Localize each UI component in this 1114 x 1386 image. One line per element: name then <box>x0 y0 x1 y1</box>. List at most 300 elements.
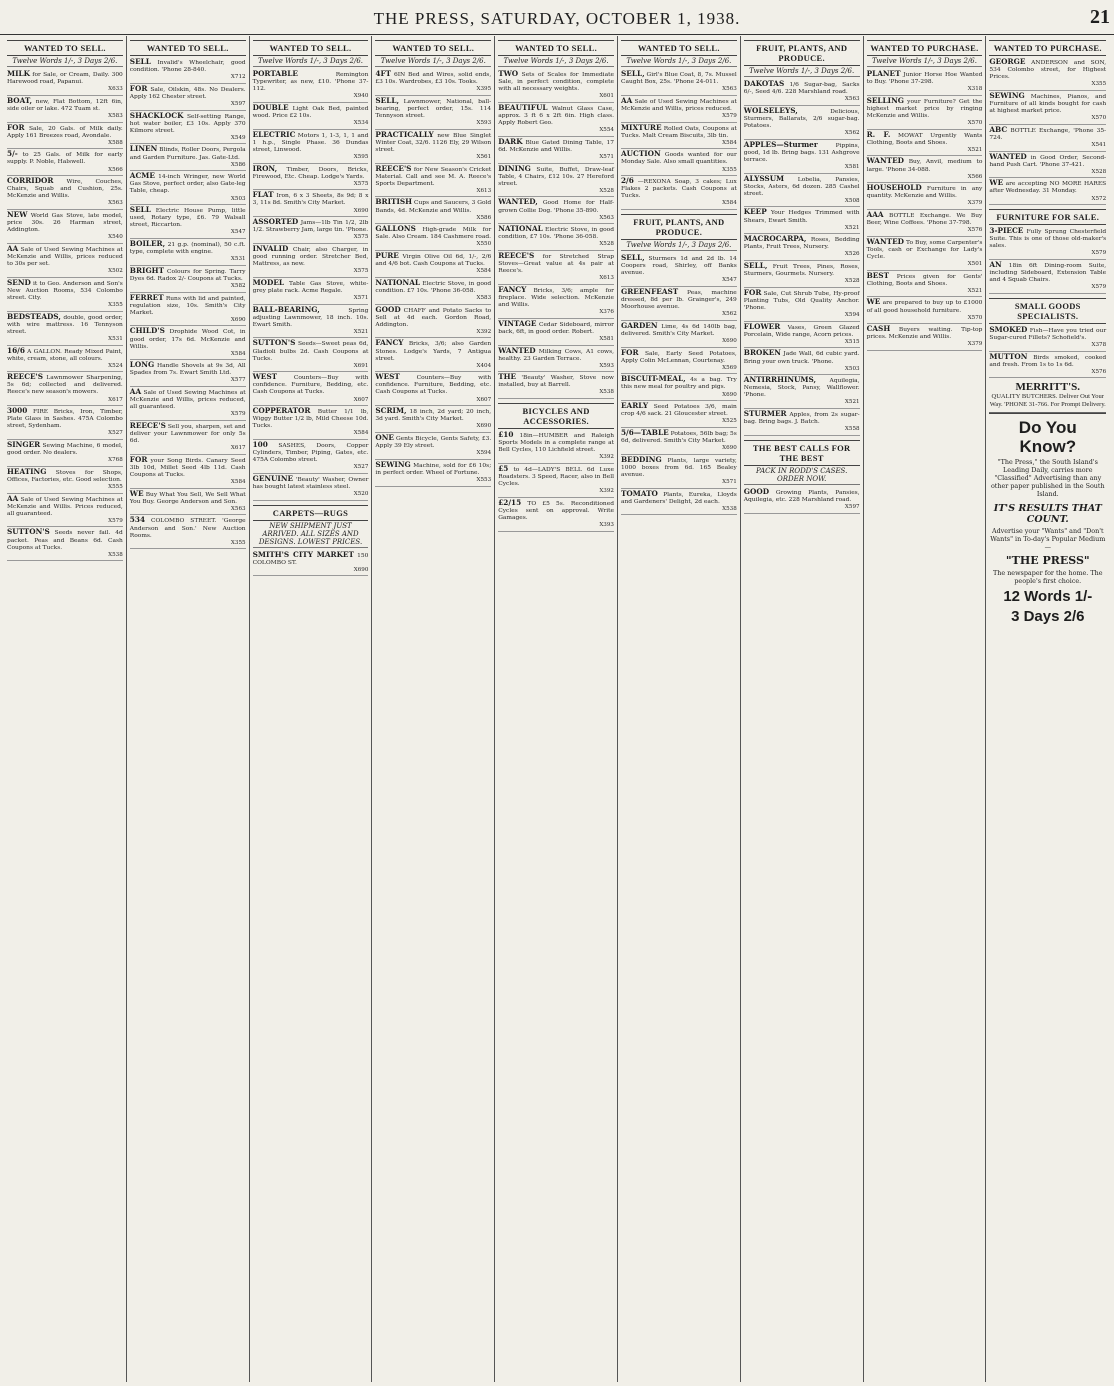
classified-ad <box>989 352 1106 379</box>
ad-lead-word: FOR <box>620 347 639 357</box>
ad-text: —REXONA Soap, 3 cakes; Lux Flakes 2 packets. Cash Coupons at Tucks. <box>620 179 737 200</box>
classified-ad <box>253 164 369 191</box>
ad-lead-word: NEW <box>7 210 28 219</box>
column-2 <box>127 36 250 1382</box>
section-heading: FRUIT, PLANTS, AND PRODUCE. <box>621 214 737 240</box>
classified-ad <box>744 322 860 349</box>
classified-ad <box>744 207 860 234</box>
ad-text: Sale, Oilskin, 48s. No Dealers. Apply 162 Chester street. <box>129 86 246 100</box>
ad-lead-word: FLOWER <box>743 321 781 331</box>
classified-ad <box>253 338 369 372</box>
classified-ad <box>744 174 860 208</box>
ad-lead-word: £5 <box>498 463 509 473</box>
ad-text: Prices given for Gents' Clothing, Boots and Shoes. <box>866 273 983 287</box>
ad-text: 6IN Bed and Wires, solid ends, £3 10s. Wardrobes, £3 10s. Tooks. <box>375 72 492 86</box>
ad-reference: X617 <box>108 396 123 403</box>
ad-lead-word: CASH <box>866 324 891 334</box>
rate-line: Twelve Words 1/-, 3 Days 2/6. <box>621 241 737 251</box>
ad-text: Sets of Scales for Immediate Sale, in perfect condition, complete with all necessary weights. <box>498 72 614 93</box>
ad-reference: X579 <box>722 112 737 119</box>
ad-text: TO £5 5s. Reconditioned Cycles sent on approval. Write Gamages. <box>498 500 614 521</box>
ad-reference: X503 <box>844 365 860 372</box>
ad-reference: X541 <box>1091 141 1107 148</box>
ad-reference: X577 <box>230 377 246 384</box>
ad-lead-word: EARLY <box>620 401 649 411</box>
ad-lead-word: WE <box>989 178 1004 188</box>
ad-text: it to Geo. Anderson and Son's New Auction Rooms, 534 Colombo street. City. <box>7 280 123 301</box>
ad-text: Jade Wall, 6d cubic yard. Bring your own truck. 'Phone. <box>743 351 860 365</box>
ad-text: Bricks, 3/6; also Garden Stones. Lodge's Yards, 7 Antigua street. <box>375 341 492 362</box>
ad-text: Blinds, Roller Doors, Pergola and Garden Furniture. Jas. Gate-Ltd. <box>129 147 246 161</box>
ad-text: Cups and Saucers, 3 Gold Bands, 4d. McKenzie and Willis. <box>375 200 492 214</box>
classified-ad <box>7 123 123 150</box>
ad-lead-word: GALLONS <box>375 224 416 234</box>
ad-text: 18in 6ft Dining-room Suite, including Sideboard, Extension Table and 4 Squab Chairs. <box>989 262 1107 284</box>
ad-text: Handle Shovels at 9s 3d, All Spades from 7s. Ewart Smith Ltd. <box>129 363 246 377</box>
ad-reference: X594 <box>844 312 860 319</box>
classified-ad <box>130 326 246 360</box>
ad-reference: X582 <box>230 282 246 289</box>
merchant-name: MERRITT'S. <box>1015 381 1081 394</box>
promo-body: "The Press," the South Island's Leading Daily, carries more "Classified" Advertising than any other paper published in the South Island. <box>990 458 1105 499</box>
ad-lead-word: BISCUIT-MEAL, <box>620 374 686 384</box>
ad-reference: X579 <box>108 517 123 524</box>
classified-ad <box>621 149 737 176</box>
ad-reference: X584 <box>230 350 246 357</box>
promo-rate-days: 3 Days 2/6 <box>1011 608 1085 626</box>
ad-reference: X379 <box>967 200 983 207</box>
ad-text: World Gas Stove, late model, price 30s. 26 Harman street, Addington. <box>7 213 123 234</box>
ad-reference: X575 <box>353 180 369 187</box>
classified-ad <box>253 103 369 130</box>
classified-ad <box>253 406 369 440</box>
classified-ad <box>7 69 123 96</box>
ad-reference: X613 <box>599 275 614 282</box>
classified-ad <box>621 489 737 516</box>
classified-ad <box>989 57 1106 91</box>
ad-lead-word: BOAT, <box>7 95 33 105</box>
classified-ad <box>498 137 614 164</box>
ad-lead-word: HEATING <box>7 466 47 476</box>
ad-lead-word: ANTIRRHINUMS, <box>743 375 817 385</box>
ad-lead-word: WOLSELEYS, <box>743 105 798 115</box>
classified-ad <box>744 409 860 436</box>
ad-reference: X690 <box>722 391 737 398</box>
ad-lead-word: MODEL <box>252 277 285 287</box>
ad-reference: X563 <box>108 200 123 207</box>
ad-lead-word: DOUBLE <box>252 102 289 112</box>
ad-lead-word: BOILER, <box>129 238 166 248</box>
ad-lead-word: THE <box>498 372 517 382</box>
ad-text: Fully Sprung Chesterfield Suite. This is one of those old-maker's sales. <box>989 229 1107 250</box>
ad-lead-word: £2/15 <box>498 497 522 507</box>
ad-text: Stoves for Shops, Offices, Factories, etc. Good selection. <box>7 469 123 483</box>
ad-lead-word: AA <box>129 387 142 397</box>
ad-lead-word: BEAUTIFUL <box>498 102 548 112</box>
ad-text: 'Beauty' Washer, Owner has bought latest stainless steel. <box>252 476 369 490</box>
classified-ad <box>375 197 491 224</box>
ad-lead-word: TOMATO <box>620 488 658 498</box>
ad-text: Suite, Buffet, Draw-leaf Table, 4 Chairs, £12 10s. 27 Hereford street. <box>498 166 614 187</box>
ad-text: Butter 1/1 lb, Wiggy Butter 1/2 lb, Mild Cheese 10d. Tucks. <box>252 409 369 430</box>
ad-lead-word: FOR <box>743 287 762 297</box>
ad-reference: X584 <box>722 139 737 146</box>
classified-ad <box>130 171 246 205</box>
ad-reference: X690 <box>476 423 492 430</box>
ad-text: Furniture in any quantity. McKenzie and Willis. <box>866 186 983 200</box>
classified-ad <box>498 285 614 319</box>
ad-text: 4s a bag. Try this new meal for poultry and pigs. <box>620 377 737 391</box>
ad-text: Birds smoked, cooked and fresh. From 1s to 1s 6d. <box>989 354 1107 368</box>
ad-text: your Song Birds. Canary Seed 3lb 10d, Millet Seed 4lb 11d. Cash Coupons at Tucks. <box>129 457 246 478</box>
classified-ad <box>989 226 1106 260</box>
column-7 <box>741 36 864 1382</box>
ad-lead-word: LONG <box>129 360 155 370</box>
ad-lead-word: BEST <box>866 270 890 280</box>
ad-reference: X393 <box>599 522 614 529</box>
classified-ad <box>744 487 860 514</box>
ad-text: COLOMBO STREET. 'George Anderson and Son.' New Auction Rooms. <box>129 518 246 539</box>
ad-text: Sale of Used Sewing Machines at McKenzie and Willis. Prices reduced, all guaranteed. <box>7 496 123 517</box>
ad-text: Blue Gated Dining Table, 17 6d. McKenzie and Willis. <box>498 139 614 153</box>
ad-text: Electric House Pump, little used, Rotary type, £6. 79 Walsall street, Riccarton. <box>129 208 246 229</box>
rate-line: Twelve Words 1/-, 3 Days 2/6. <box>498 57 614 67</box>
ad-reference: X524 <box>108 362 123 369</box>
ad-text: to 25 Gals. of Milk for early supply. P. Noble, Halswell. <box>7 152 123 166</box>
section-heading: WANTED TO SELL. <box>130 40 246 56</box>
column-3 <box>250 36 373 1382</box>
ad-text: Motors 1, 1-3, 1, 1 and 1 h.p., Single Phase. 36 Dundas street, Linwood. <box>252 132 369 153</box>
ad-reference: X392 <box>599 488 614 495</box>
ad-text: Counters—Buy with confidence. Furniture, Bedding, etc. Cash Coupons at Tucks. <box>375 375 492 396</box>
ad-text: Iron, 6 x 3 Sheets, 8s 9d; 8 x 3, 11s 8d. Smith's City Market. <box>252 193 369 207</box>
ad-text: Walnut Glass Case, approx. 3 ft 6 x 2ft 6in. High class. Apply Robert Geo. <box>498 105 614 127</box>
ad-text: Apples, from 2s sugar-bag. Bring bags. J. Batch. <box>743 412 860 426</box>
ad-reference: X768 <box>108 457 123 464</box>
ad-text: Fruit Trees, Pines, Roses, Sturmers, Gourmets. Nursery. <box>743 263 860 278</box>
ad-text: A GALLON. Ready Mixed Paint, white, cream, stone, all colours. <box>7 348 123 362</box>
ad-text: your Furniture? Get the highest market price by ringing McKenzie and Willis. <box>866 98 983 119</box>
ad-text: Colours for Spring. Tarry Dyes 6d. Radox 2/- Coupons at Tucks. <box>129 268 246 282</box>
ad-reference: X593 <box>476 120 492 127</box>
classified-ad <box>989 178 1106 205</box>
classified-ad <box>744 261 860 288</box>
ad-lead-word: COPPERATOR <box>252 406 311 416</box>
rate-line: NEW SHIPMENT JUST ARRIVED. ALL SIZES AND DESIGNS. LOWEST PRICES. <box>253 522 369 548</box>
ad-reference: X690 <box>722 445 737 452</box>
ad-text: Table Gas Stove, white-grey plate rack. Acme Regale. <box>252 280 369 294</box>
classified-ad <box>253 190 369 217</box>
column-1 <box>4 36 127 1382</box>
classified-ad <box>7 494 123 528</box>
ad-reference: X579 <box>230 411 246 418</box>
classified-ad <box>253 130 369 164</box>
classified-ad <box>130 111 246 145</box>
ad-lead-word: REECE'S <box>7 372 44 382</box>
ad-lead-word: LINEN <box>129 144 158 154</box>
classified-ad <box>130 360 246 387</box>
ad-lead-word: GARDEN <box>620 320 658 330</box>
ad-text: Sale of Used Sewing Machines at McKenzie and Willis, prices reduced, all guaranteed. <box>129 390 246 411</box>
ad-reference: X528 <box>599 187 614 194</box>
ad-reference: X583 <box>476 294 492 301</box>
ad-lead-word: WANTED <box>498 345 536 355</box>
ad-reference: X392 <box>476 328 492 335</box>
ad-lead-word: SEWING <box>989 90 1025 100</box>
column-5 <box>495 36 618 1382</box>
ad-reference: X595 <box>353 153 369 160</box>
ad-reference: X576 <box>967 227 983 234</box>
ad-text: 14-inch Wringer, new World Gas Stove, perfect order, also Gate-leg Table, cheap. <box>129 174 246 195</box>
ad-reference: X575 <box>353 268 369 275</box>
classified-ad <box>7 312 123 346</box>
ad-text: Junior Horse Hoe Wanted to Buy. 'Phone 37-298. <box>866 72 983 86</box>
ad-text: ANDERSON and SON, 534 Colombo street, for Highest Prices. <box>989 60 1107 81</box>
ad-lead-word: PLANET <box>866 69 901 78</box>
ad-text: in Good Order, Second-hand Push Cart. 'Phone 37-421. <box>989 154 1107 168</box>
ad-reference: X588 <box>108 139 123 146</box>
ad-text: BOTTLE Exchange, 'Phone 35-724. <box>989 127 1107 141</box>
ad-lead-word: 2/6 <box>620 176 634 186</box>
ad-reference: X581 <box>599 335 614 342</box>
ad-reference: X607 <box>353 396 369 403</box>
ad-lead-word: ALYSSUM <box>743 173 785 183</box>
classified-ad <box>130 387 246 421</box>
ad-reference: X593 <box>599 362 614 369</box>
ad-reference: X531 <box>230 256 246 263</box>
classified-ad <box>744 106 860 140</box>
classified-ad <box>867 271 983 298</box>
masthead <box>0 0 1114 35</box>
ad-reference: X583 <box>108 112 123 119</box>
promo-note: The newspaper for the home. The people's first choice. <box>993 569 1103 586</box>
ad-reference: X561 <box>476 153 492 160</box>
classified-ad <box>744 79 860 106</box>
rate-line: Twelve Words 1/-, 3 Days 2/6. <box>253 57 369 67</box>
classified-ad <box>744 140 860 174</box>
classified-ad <box>989 91 1106 125</box>
classified-ad <box>253 372 369 406</box>
ad-text: Electric Stove, in good condition, £7 10s. 'Phone 36-058. <box>498 227 614 241</box>
classified-ad <box>621 96 737 123</box>
classified-ad <box>621 455 737 489</box>
ad-reference: X521 <box>844 399 860 406</box>
ad-text: 'Beauty' Washer, Stove now installed, buy at Barrell. <box>498 375 614 389</box>
column-8 <box>864 36 987 1382</box>
classified-ad <box>7 527 123 561</box>
ad-text: SASHES, Doors, Copper Cylinders, Timber, Piping, Gates, etc. 475A Colombo street. <box>252 443 369 464</box>
ad-text: Wire, Couches, Chairs, Squab and Cushion, 25s. McKenzie and Willis. <box>7 179 123 200</box>
classified-ad <box>621 123 737 150</box>
ad-reference: X579 <box>1091 284 1107 291</box>
classified-ad <box>253 550 369 577</box>
classified-columns <box>4 36 1110 1382</box>
page-number: 21 <box>1090 6 1110 28</box>
classified-ad <box>744 375 860 409</box>
classified-ad <box>253 278 369 305</box>
ad-reference: X355 <box>108 302 123 309</box>
column-4 <box>372 36 495 1382</box>
ad-text: Sell you, sharpen, set and deliver your Lawnmower for only 5s 6d. <box>129 423 246 445</box>
ad-reference: X571 <box>599 153 614 160</box>
ad-lead-word: IRON, <box>252 163 278 173</box>
classified-ad <box>7 210 123 244</box>
classified-ad <box>375 338 491 372</box>
classified-ad <box>498 224 614 251</box>
classified-ad <box>130 205 246 239</box>
classified-ad <box>621 176 737 210</box>
ad-lead-word: FLAT <box>252 190 274 200</box>
ad-text: Sturmers 1d and 2d lb. 14 Coopers road, Shirley, off Banks avenue. <box>620 256 737 277</box>
ad-lead-word: MILK <box>7 69 30 78</box>
classified-ad <box>744 348 860 375</box>
ad-reference: X570 <box>1091 115 1107 122</box>
ad-reference: X555 <box>108 484 123 490</box>
rate-line: PACK IN RODD'S CASES. ORDER NOW. <box>744 467 860 485</box>
ad-reference: X617 <box>230 445 246 452</box>
classified-ad <box>375 130 491 164</box>
classified-ad <box>375 406 491 433</box>
classified-ad <box>621 401 737 428</box>
ad-text: Girl's Blue Coat, 8, 7s. Mussel Caught Box, 25s. 'Phone 24-011. <box>620 72 737 86</box>
ad-text: Buy, Anvil, medium to large. 'Phone 34-088. <box>866 159 983 173</box>
ad-lead-word: SUTTON'S <box>7 527 50 537</box>
ad-lead-word: WE <box>866 297 881 307</box>
ad-lead-word: APPLES—Sturmer <box>743 139 818 149</box>
ad-reference: X501 <box>967 261 983 268</box>
classified-ad <box>375 305 491 339</box>
ad-reference: X584 <box>476 268 492 275</box>
promo-headline: Do You Know? <box>1018 418 1077 457</box>
ad-lead-word: MACROCARPA, <box>743 234 807 244</box>
ad-reference: X318 <box>967 86 983 93</box>
classified-ad <box>989 325 1106 352</box>
ad-reference: X395 <box>476 86 492 93</box>
ad-lead-word: ONE <box>375 432 394 442</box>
ad-text: Good Home for Half-grown Collie Dog. 'Phone 35-890. <box>498 200 614 214</box>
ad-reference: X586 <box>476 214 492 221</box>
classified-ad <box>7 372 123 406</box>
ad-lead-word: WEST <box>375 372 400 382</box>
classified-ad <box>130 84 246 111</box>
ad-text: for New Season's Cricket Material. Call and see M. A. Reece's Sports Department. <box>375 166 492 187</box>
ad-reference: X355 <box>722 166 737 173</box>
ad-text: Electric Stove, in good condition. £7 10s. 'Phone 36-058. <box>375 280 492 294</box>
ad-text: Roses, Bedding Plants, Fruit Trees, Nursery. <box>743 237 860 251</box>
ad-text: for Stretched Strap Stoves—Great value at 4s pair at Reece's. <box>498 253 614 275</box>
ad-reference: X508 <box>844 197 860 204</box>
ad-lead-word: GENUINE <box>252 473 294 483</box>
ad-text: Sale of Used Sewing Machines at McKenzie and Willis, prices reduced. <box>620 98 737 112</box>
ad-text: Sewing Machine, 6 model, good order. No dealers. <box>7 443 123 457</box>
ad-lead-word: NATIONAL <box>498 224 543 234</box>
classified-ad <box>130 266 246 293</box>
classified-ad <box>253 474 369 501</box>
classified-ad <box>621 321 737 348</box>
ad-lead-word: TWO <box>498 69 519 78</box>
ad-lead-word: STURMER <box>743 409 787 419</box>
ad-reference: X547 <box>722 277 737 284</box>
ad-lead-word: AA <box>7 493 19 503</box>
ad-text: Lime, 4s 6d 140lb bag, delivered. Smith's City Market. <box>620 323 737 337</box>
promo-call: Advertise your "Wants" and "Don't Wants" in To-day's Popular Medium— <box>990 527 1106 552</box>
ad-reference: X540 <box>108 234 123 241</box>
classified-ad <box>130 57 246 84</box>
ad-reference: X571 <box>353 294 369 301</box>
classified-ad <box>621 428 737 455</box>
ad-lead-word: GOOD <box>375 304 401 314</box>
ad-lead-word: BALL-BEARING, <box>252 304 320 314</box>
classified-ad <box>253 217 369 244</box>
ad-reference: X566 <box>967 173 983 180</box>
ad-text: for Sale, or Cream, Daily. 300 Harewood road, Papanui. <box>7 72 123 86</box>
classified-ad <box>130 293 246 327</box>
ad-lead-word: KEEP <box>743 207 767 217</box>
classified-ad <box>498 69 614 103</box>
ad-lead-word: BRITISH <box>375 197 413 207</box>
ad-text: 18in—HUMBER and Raleigh Sports Models in a complete range at Bell Cycles, 110 Lichfield street. <box>498 433 614 454</box>
rate-line: Twelve Words 1/-, 3 Days 2/6. <box>7 57 123 67</box>
classified-ad <box>375 433 491 460</box>
ad-text: 150 COLOMBO ST. <box>252 552 369 566</box>
ad-text: Cedar Sideboard, mirror back, 6ft, in good order. Robert. <box>498 321 614 335</box>
classified-ad <box>130 489 246 516</box>
ad-reference: X553 <box>476 476 492 483</box>
ad-text: Seed Potatoes 3/6, main crop 4/6 sack. 21 Gloucester street. <box>620 404 737 418</box>
ad-reference: X563 <box>844 96 860 103</box>
classified-ad <box>253 440 369 474</box>
ad-text: Goods wanted for our Monday Sale. Also small quantities. <box>620 152 737 166</box>
ad-reference: X563 <box>722 86 737 93</box>
ad-reference: X550 <box>476 241 492 248</box>
ad-lead-word: ACME <box>129 171 155 181</box>
ad-lead-word: WANTED, <box>498 197 538 207</box>
ad-text: Machines, Pianos, and Furniture of all kinds bought for cash at highest market price. <box>989 93 1107 115</box>
ad-text: Milking Cows, A1 cows, healthy. 23 Garden Terrace. <box>498 348 614 362</box>
classified-ad <box>621 348 737 375</box>
ad-lead-word: DARK <box>498 136 523 146</box>
ad-reference: X690 <box>353 566 369 573</box>
ad-reference: X528 <box>844 278 860 285</box>
ad-text: Jams—1lb Tin 1/2, 2lb 1/2. Strawberry Jam, large tin. 'Phone. <box>252 220 369 234</box>
ad-reference: X940 <box>353 93 369 100</box>
ad-lead-word: 4FT <box>375 69 392 78</box>
ad-text: Lawnmower, National, ball-bearing, perfect order, 15s. 114 Tennyson street. <box>375 98 492 119</box>
ad-lead-word: AUCTION <box>620 149 661 159</box>
ad-text: are accepting NO MORE HARES after Wednesday. 31 Monday. <box>989 181 1107 195</box>
ad-reference: X586 <box>230 161 246 168</box>
ad-text: Seeds—Sweet peas 6d, Gladioli bulbs 2d. Cash Coupons at Tucks. <box>252 341 369 362</box>
ad-lead-word: AAA <box>866 210 884 219</box>
ad-reference: X538 <box>108 551 123 558</box>
ad-reference: X690 <box>722 337 737 344</box>
ad-lead-word: AA <box>7 243 19 253</box>
ad-reference: X547 <box>230 229 246 236</box>
ad-reference: X527 <box>108 430 123 437</box>
ad-lead-word: FERRET <box>129 292 164 302</box>
section-heading: WANTED TO PURCHASE. <box>989 40 1106 56</box>
ad-reference: X690 <box>353 207 369 214</box>
ad-lead-word: SUTTON'S <box>252 338 296 348</box>
ad-reference: X525 <box>722 418 737 425</box>
classified-ad <box>621 287 737 321</box>
classified-ad <box>375 96 491 130</box>
ad-lead-word: PORTABLE <box>252 69 298 78</box>
ad-reference: X570 <box>967 314 983 321</box>
ad-reference: X538 <box>599 389 614 396</box>
ad-lead-word: R. F. <box>866 129 891 139</box>
ad-reference: X691 <box>353 362 369 369</box>
